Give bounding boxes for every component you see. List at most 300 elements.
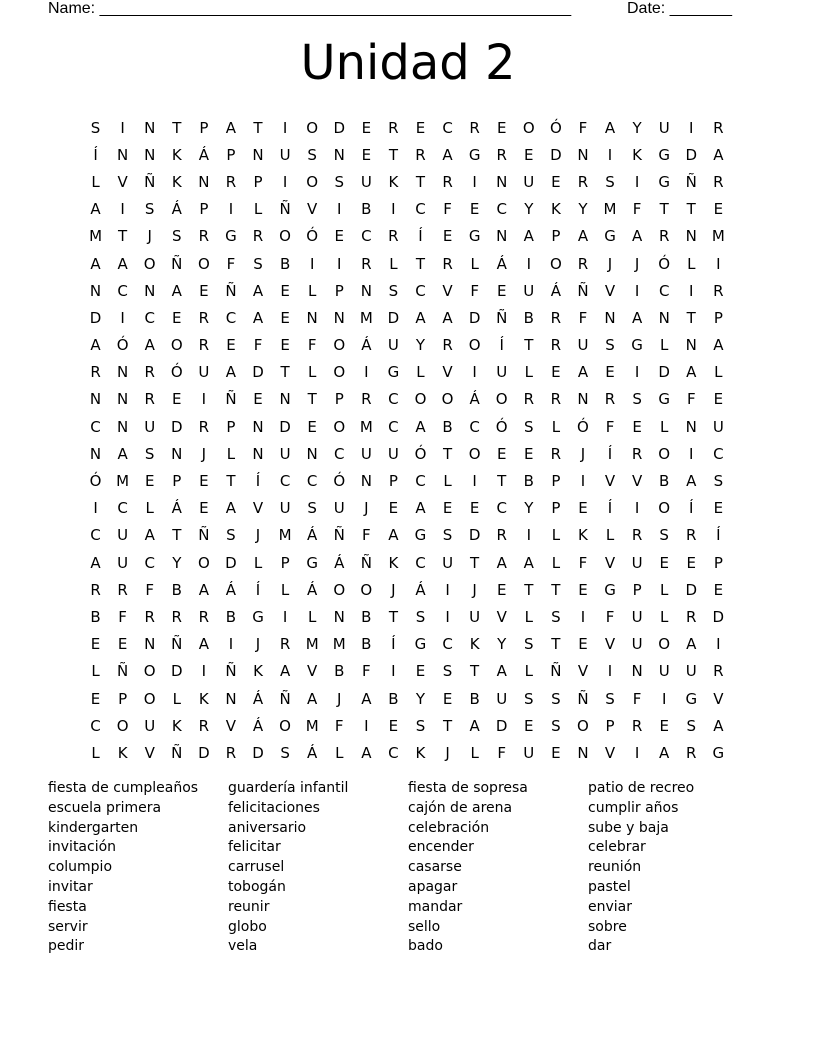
grid-letter: A: [388, 526, 399, 545]
grid-letter: U: [279, 444, 291, 463]
grid-letter: I: [120, 308, 125, 327]
grid-letter: S: [226, 526, 236, 545]
grid-row: [82, 141, 732, 168]
grid-letter: Ñ: [333, 526, 345, 545]
grid-letter: R: [550, 444, 562, 463]
grid-letter: Y: [172, 553, 182, 572]
grid-letter: A: [469, 716, 480, 735]
grid-letter: L: [551, 417, 561, 436]
grid-letter: S: [144, 200, 155, 219]
grid-letter: N: [577, 390, 589, 409]
grid-letter: R: [686, 743, 697, 762]
grid-letter: K: [632, 145, 643, 164]
grid-letter: S: [144, 444, 155, 463]
word-item: enviar: [588, 898, 632, 915]
grid-row: [82, 549, 732, 576]
grid-letter: N: [496, 172, 508, 191]
grid-letter: N: [631, 662, 643, 681]
grid-letter: J: [255, 526, 261, 545]
grid-letter: K: [117, 743, 128, 762]
grid-letter: F: [362, 526, 371, 545]
grid-letter: U: [712, 417, 724, 436]
word-item: casarse: [408, 859, 462, 876]
grid-letter: V: [442, 363, 453, 382]
grid-letter: I: [607, 145, 613, 164]
grid-letter: K: [171, 716, 182, 735]
grid-letter: U: [631, 553, 643, 572]
word-item: fiesta: [48, 898, 87, 915]
grid-letter: I: [93, 499, 98, 518]
grid-row: [82, 522, 732, 549]
grid-letter: Ó: [116, 336, 129, 355]
grid-letter: U: [577, 336, 589, 355]
word-item: felicitar: [228, 839, 281, 856]
grid-letter: D: [252, 363, 264, 382]
grid-letter: T: [415, 254, 426, 273]
grid-letter: S: [442, 662, 453, 681]
grid-row: [82, 304, 732, 331]
grid-letter: Y: [524, 499, 534, 518]
grid-letter: C: [388, 743, 399, 762]
grid-letter: G: [658, 390, 670, 409]
grid-letter: U: [496, 689, 508, 708]
grid-letter: L: [524, 662, 533, 681]
word-column: [48, 779, 228, 957]
grid-letter: Ñ: [279, 200, 291, 219]
grid-letter: I: [472, 472, 477, 491]
grid-row: [82, 196, 732, 223]
grid-letter: I: [282, 118, 288, 137]
grid-letter: N: [333, 145, 345, 164]
grid-letter: U: [523, 281, 535, 300]
grid-letter: A: [90, 553, 101, 572]
grid-letter: D: [658, 363, 670, 382]
grid-letter: P: [632, 580, 642, 599]
grid-letter: A: [117, 254, 128, 273]
grid-letter: R: [198, 308, 210, 327]
grid-letter: L: [524, 363, 533, 382]
grid-letter: O: [658, 499, 671, 518]
grid-row: [82, 467, 732, 494]
grid-letter: A: [279, 662, 291, 681]
grid-letter: F: [605, 417, 615, 436]
grid-letter: C: [442, 635, 453, 654]
grid-letter: S: [551, 607, 561, 626]
grid-letter: T: [415, 172, 426, 191]
grid-letter: R: [713, 172, 724, 191]
grid-letter: E: [199, 281, 209, 300]
grid-letter: E: [713, 390, 724, 409]
grid-letter: A: [713, 336, 724, 355]
grid-letter: C: [361, 227, 372, 246]
grid-letter: T: [442, 716, 453, 735]
grid-letter: M: [278, 526, 292, 545]
grid-letter: R: [550, 390, 562, 409]
grid-letter: B: [388, 689, 399, 708]
grid-letter: A: [361, 743, 372, 762]
word-item: dar: [588, 938, 612, 955]
grid-letter: E: [388, 716, 399, 735]
grid-letter: K: [171, 172, 182, 191]
grid-row: [82, 250, 732, 277]
grid-letter: V: [225, 716, 237, 735]
grid-letter: P: [226, 417, 236, 436]
grid-letter: E: [524, 716, 534, 735]
grid-letter: I: [661, 689, 667, 708]
grid-letter: I: [337, 254, 342, 273]
grid-letter: Á: [307, 580, 318, 599]
grid-letter: A: [415, 308, 426, 327]
word-item: sobre: [588, 918, 627, 935]
grid-letter: A: [415, 499, 426, 518]
grid-letter: B: [469, 689, 480, 708]
grid-letter: I: [716, 635, 721, 654]
grid-row: [82, 114, 732, 141]
grid-letter: B: [361, 607, 372, 626]
word-list: [48, 779, 768, 957]
word-item: celebrar: [588, 839, 646, 856]
grid-row: [82, 631, 732, 658]
grid-letter: I: [689, 281, 694, 300]
grid-letter: T: [280, 363, 290, 382]
grid-letter: K: [550, 200, 561, 219]
grid-letter: A: [90, 254, 101, 273]
grid-letter: U: [658, 118, 670, 137]
grid-letter: N: [252, 417, 264, 436]
grid-letter: R: [90, 363, 101, 382]
grid-letter: D: [170, 662, 183, 681]
grid-letter: J: [607, 254, 613, 273]
grid-letter: K: [198, 689, 209, 708]
grid-letter: E: [496, 444, 507, 463]
grid-letter: N: [306, 308, 318, 327]
grid-letter: N: [225, 689, 237, 708]
date-field[interactable]: Date: _______: [627, 0, 732, 17]
grid-letter: N: [306, 444, 318, 463]
grid-letter: M: [89, 227, 103, 246]
grid-letter: L: [253, 200, 263, 219]
grid-letter: E: [524, 145, 534, 164]
grid-letter: P: [713, 308, 723, 327]
grid-letter: R: [279, 635, 291, 654]
grid-letter: Í: [255, 472, 261, 491]
grid-letter: R: [198, 336, 210, 355]
grid-letter: I: [201, 662, 207, 681]
grid-letter: D: [279, 417, 291, 436]
grid-letter: N: [685, 417, 697, 436]
grid-letter: I: [526, 526, 531, 545]
grid-letter: L: [335, 743, 344, 762]
grid-letter: E: [172, 390, 182, 409]
grid-letter: R: [604, 390, 616, 409]
grid-letter: Í: [607, 444, 613, 463]
grid-letter: Ñ: [144, 172, 156, 191]
grid-letter: M: [305, 635, 319, 654]
grid-letter: I: [472, 363, 477, 382]
grid-letter: L: [307, 281, 317, 300]
grid-letter: C: [279, 472, 291, 491]
grid-row: [82, 168, 732, 195]
grid-letter: R: [713, 281, 724, 300]
grid-letter: R: [388, 118, 399, 137]
grid-letter: B: [361, 200, 372, 219]
grid-letter: R: [144, 390, 155, 409]
grid-letter: D: [468, 308, 481, 327]
grid-letter: E: [551, 743, 561, 762]
grid-letter: S: [442, 526, 453, 545]
grid-letter: T: [470, 662, 480, 681]
grid-letter: P: [605, 716, 615, 735]
grid-letter: S: [605, 689, 615, 708]
grid-row: [82, 658, 732, 685]
grid-letter: A: [415, 417, 426, 436]
grid-letter: P: [551, 472, 561, 491]
word-item: invitación: [48, 839, 117, 856]
grid-letter: K: [388, 553, 399, 572]
grid-letter: I: [634, 499, 640, 518]
grid-letter: I: [634, 281, 640, 300]
grid-letter: O: [170, 336, 183, 355]
grid-letter: A: [577, 363, 589, 382]
grid-letter: I: [364, 716, 369, 735]
grid-letter: E: [713, 580, 724, 599]
grid-letter: E: [578, 580, 588, 599]
grid-letter: I: [201, 390, 207, 409]
grid-letter: U: [658, 662, 670, 681]
grid-letter: A: [686, 635, 697, 654]
grid-row: [82, 495, 732, 522]
grid-letter: T: [307, 390, 317, 409]
grid-letter: M: [603, 200, 617, 219]
grid-letter: I: [309, 254, 315, 273]
grid-letter: F: [578, 308, 588, 327]
grid-letter: K: [253, 662, 263, 681]
grid-letter: V: [604, 635, 616, 654]
grid-letter: B: [523, 472, 534, 491]
name-field[interactable]: Name: _____________________________________________________: [48, 0, 572, 17]
grid-letter: U: [279, 499, 291, 518]
grid-letter: Á: [469, 390, 480, 409]
grid-letter: U: [631, 607, 643, 626]
grid-letter: G: [225, 227, 237, 246]
grid-letter: N: [117, 363, 129, 382]
grid-letter: K: [388, 172, 399, 191]
grid-letter: A: [90, 336, 101, 355]
grid-letter: J: [472, 580, 477, 599]
grid-letter: N: [144, 281, 156, 300]
word-column: [228, 779, 408, 957]
grid-letter: R: [361, 390, 372, 409]
grid-letter: I: [282, 607, 288, 626]
word-item: bado: [408, 938, 443, 955]
grid-letter: G: [252, 607, 264, 626]
grid-letter: R: [496, 526, 507, 545]
grid-letter: E: [415, 662, 426, 681]
grid-letter: R: [144, 363, 155, 382]
grid-letter: I: [445, 607, 450, 626]
grid-letter: O: [333, 363, 346, 382]
grid-letter: N: [577, 743, 589, 762]
grid-letter: O: [143, 254, 156, 273]
grid-letter: E: [307, 417, 317, 436]
grid-letter: E: [496, 118, 507, 137]
grid-letter: Y: [578, 200, 588, 219]
grid-letter: E: [551, 363, 561, 382]
grid-letter: P: [199, 200, 209, 219]
grid-letter: D: [225, 553, 237, 572]
grid-letter: T: [253, 118, 263, 137]
grid-row: [82, 603, 732, 630]
word-item: kindergarten: [48, 819, 139, 836]
grid-letter: D: [685, 145, 698, 164]
grid-letter: A: [307, 689, 318, 708]
grid-letter: N: [117, 390, 129, 409]
grid-letter: Y: [632, 118, 642, 137]
grid-letter: Ñ: [496, 308, 508, 327]
grid-letter: U: [387, 336, 399, 355]
grid-letter: Ó: [658, 254, 671, 273]
grid-letter: R: [577, 172, 589, 191]
grid-letter: T: [172, 526, 182, 545]
grid-letter: E: [469, 499, 480, 518]
grid-letter: R: [550, 336, 562, 355]
grid-letter: U: [469, 607, 481, 626]
grid-letter: A: [442, 145, 453, 164]
grid-letter: Ó: [414, 444, 427, 463]
grid-letter: A: [523, 553, 534, 572]
grid-letter: D: [170, 417, 183, 436]
grid-letter: N: [144, 635, 156, 654]
grid-letter: O: [306, 118, 319, 137]
grid-letter: Ñ: [225, 390, 237, 409]
grid-letter: T: [118, 227, 128, 246]
grid-letter: A: [225, 118, 237, 137]
grid-letter: S: [307, 499, 317, 518]
grid-letter: Í: [607, 499, 613, 518]
grid-letter: P: [334, 390, 344, 409]
grid-letter: N: [252, 145, 264, 164]
grid-letter: I: [282, 172, 288, 191]
grid-letter: F: [253, 336, 263, 355]
grid-letter: Ñ: [198, 526, 210, 545]
grid-letter: N: [198, 172, 210, 191]
grid-letter: R: [631, 716, 643, 735]
grid-letter: S: [253, 254, 263, 273]
word-column: [588, 779, 768, 957]
grid-letter: M: [711, 227, 725, 246]
grid-letter: D: [495, 716, 508, 735]
word-item: vela: [228, 938, 258, 955]
grid-letter: E: [280, 336, 290, 355]
grid-letter: A: [90, 200, 101, 219]
grid-letter: R: [198, 227, 210, 246]
grid-letter: B: [334, 662, 345, 681]
grid-letter: E: [524, 444, 534, 463]
grid-letter: P: [334, 281, 344, 300]
grid-letter: G: [387, 363, 400, 382]
grid-letter: P: [551, 499, 561, 518]
grid-letter: S: [307, 145, 317, 164]
page-title: Unidad 2: [300, 35, 516, 91]
grid-letter: U: [442, 553, 454, 572]
grid-letter: R: [361, 254, 372, 273]
grid-letter: M: [305, 716, 319, 735]
grid-letter: Ñ: [279, 689, 291, 708]
grid-letter: V: [442, 281, 453, 300]
word-item: reunir: [228, 898, 270, 915]
grid-letter: E: [659, 716, 669, 735]
grid-letter: D: [387, 308, 400, 327]
grid-letter: S: [605, 172, 615, 191]
grid-letter: Ñ: [577, 689, 589, 708]
grid-letter: E: [199, 472, 209, 491]
grid-letter: J: [147, 227, 152, 246]
grid-letter: A: [117, 444, 128, 463]
grid-letter: R: [117, 580, 128, 599]
grid-letter: A: [496, 553, 507, 572]
grid-letter: V: [604, 743, 616, 762]
grid-letter: Á: [252, 689, 264, 708]
grid-row: [82, 359, 732, 386]
grid-letter: N: [89, 444, 102, 463]
grid-letter: F: [145, 580, 155, 599]
grid-letter: J: [201, 444, 207, 463]
grid-letter: E: [415, 118, 426, 137]
grid-letter: R: [686, 526, 697, 545]
grid-letter: R: [198, 607, 210, 626]
word-item: pedir: [48, 938, 85, 955]
grid-letter: F: [118, 607, 127, 626]
word-item: felicitaciones: [228, 799, 320, 816]
word-item: celebración: [408, 819, 490, 836]
grid-letter: S: [659, 526, 669, 545]
grid-letter: V: [604, 281, 616, 300]
grid-letter: I: [391, 200, 396, 219]
grid-letter: J: [391, 580, 396, 599]
grid-letter: S: [524, 635, 534, 654]
grid-letter: S: [524, 417, 534, 436]
grid-letter: C: [442, 118, 453, 137]
grid-letter: K: [469, 635, 480, 654]
grid-row: [82, 332, 732, 359]
grid-letter: D: [468, 526, 481, 545]
grid-letter: R: [713, 662, 724, 681]
grid-letter: O: [522, 118, 535, 137]
grid-letter: I: [634, 743, 640, 762]
grid-letter: U: [333, 499, 345, 518]
word-item: fiesta de cumpleaños: [48, 780, 199, 796]
grid-letter: Ñ: [171, 254, 183, 273]
grid-letter: R: [388, 227, 399, 246]
grid-letter: S: [713, 472, 724, 491]
grid-letter: G: [658, 172, 670, 191]
grid-letter: R: [198, 417, 210, 436]
grid-letter: T: [686, 308, 696, 327]
grid-letter: J: [634, 254, 640, 273]
grid-letter: S: [524, 689, 534, 708]
grid-letter: O: [495, 390, 508, 409]
grid-letter: C: [415, 553, 426, 572]
grid-letter: A: [442, 308, 453, 327]
grid-letter: D: [333, 118, 346, 137]
grid-letter: S: [334, 172, 344, 191]
grid-letter: N: [658, 308, 670, 327]
grid-letter: F: [334, 716, 344, 735]
grid-letter: Á: [171, 499, 182, 518]
grid-letter: N: [279, 390, 291, 409]
grid-letter: N: [333, 308, 345, 327]
grid-letter: V: [631, 472, 643, 491]
